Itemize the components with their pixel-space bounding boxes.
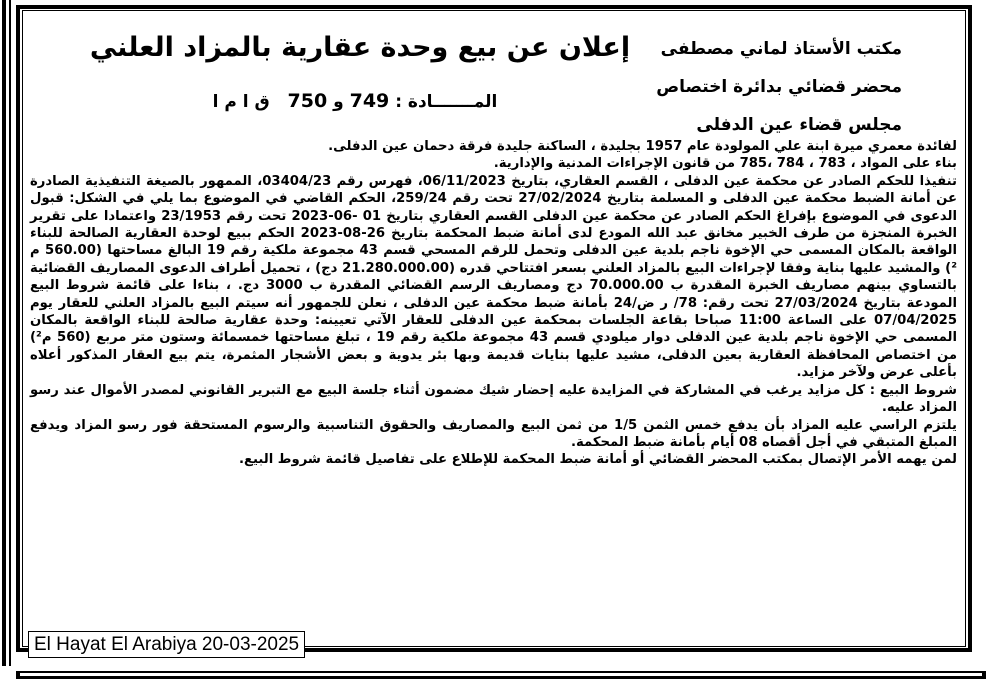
article-number: 750 xyxy=(287,90,328,112)
body-paragraph: يلتزم الراسي عليه المزاد بأن يدفع خمس الثمن 1/5 من ثمن البيع والمصاريف والحقوق التناسبية والرسوم المستحقة فور رسو المزاد ويدفع المبلغ المتبقي في أجل أقصاه 08 أيام بأمانة ضبط المحكمة. xyxy=(30,417,958,450)
bailiff-office-block xyxy=(622,30,902,144)
office-line: محضر قضائي بدائرة اختصاص xyxy=(656,77,902,97)
body-paragraph: لمن يهمه الأمر الإتصال بمكتب المحضر القضائي أو أمانة ضبط المحكمة للإطلاع على تفاصيل قائمة شروط البيع. xyxy=(238,452,957,468)
office-line: مكتب الأستاذ لماني مصطفى xyxy=(660,39,902,59)
articles-joiner: و xyxy=(333,92,344,112)
articles-label: المـــــــادة : xyxy=(395,92,498,112)
body-paragraph: لفائدة معمري ميرة ابنة علي المولودة عام 1957 بجليدة ، الساكنة جليدة فرقة دحمان عين الدفلى. xyxy=(328,139,957,154)
code-abbreviation: ق ا م ا xyxy=(212,92,270,112)
body-paragraph: بناء على المواد ، 783 ، 784 ،785 من قانون الإجراءات المدنية والإدارية. xyxy=(493,156,957,172)
bottom-border-gap xyxy=(20,673,982,676)
left-border-bar xyxy=(2,0,6,666)
source-label: El Hayat El Arabiya 20-03-2025 xyxy=(28,631,305,658)
office-line: مجلس قضاء عين الدفلى xyxy=(696,115,902,135)
body-paragraph: تنفيذا للحكم الصادر عن محكمة عين الدفلى ، القسم العقاري، بتاريخ 06/11/2023، فهرس رقم 03404/23، الممهور بالصيغة التنفيذية الصادرة عن أمانة الضبط محكمة عين الدفلى و المسلمة بتاريخ 27/02/2024 تحت رقم 259/24، الحكم القاضي في الموضوع بما يلي في الشكل: قبول الدعوى في الموضوع بإفراغ الحكم الصادر عن محكمة عين الدفلى القسم العقاري بتاريخ 01 -06-2023 تحت رقم 23/1953 واعتمادا على تقرير الخبرة المنجزة من طرف الخبير مخانق عبد الله المودع لدى أمانة ضبط المحكمة بتاريخ 26-08-2023 الحكم ببيع لوحدة العقارية الصالحة للبناء الواقعة بالمكان المسمى حي الإخوة ناجم بلدية عين الدفلى وتحمل للرقم المسحي قسم 43 مجموعة ملكية رقم 19 البالغ مساحتها (560.00 م ²) والمشيد عليها بناية وفقا لإجراءات البيع بالمزاد العلني بسعر افتتاحي قدره (21.280.000.00 دج) ، تحميل أطراف الدعوى المصاريف القضائية بالتساوي بينهم مصاريف الخبرة المقدرة ب 70.000.00 دج ومصاريف الرسم القضائي المقدرة ب 3000 دج. ، بناءا على قائمة شروط البيع المودعة بتاريخ 27/03/2024 تحت رقم: 78/ ر ض/24 بأمانة ضبط محكمة عين الدفلى ، نعلن للجمهور أنه سيتم البيع بالمزاد العلني للعقار يوم 07/04/2025 على الساعة 11:00 صباحا بقاعة الجلسات بمحكمة عين الدفلى للعقار الآتي تعيينه: وحدة عقارية صالحة للبناء الواقعة بالمكان المسمى حي الإخوة ناجم بلدية عين الدفلى دوار ميلودي قسم 43 مجموعة ملكية رقم 19 ، تبلغ مساحتها خمسمائة وستون متر مربع (560 م²) من اختصاص المحافظة العقارية بعين الدفلى، مشيد عليها بنايات قديمة وبها بئر يدوية و بعض الأشجار المثمرة، يتم بيع العقار المذكور أعلاه بأعلى عرض ولآخر مزايد. xyxy=(30,173,958,381)
articles-line xyxy=(175,90,535,112)
notice-title: إعلان عن بيع وحدة عقارية بالمزاد العلني xyxy=(89,32,631,63)
body-paragraph: شروط البيع : كل مزايد يرغب في المشاركة في المزايدة عليه إحضار شيك مضمون أثناء جلسة البيع مع التبرير القانوني لمصدر الأموال عند رسو المزاد عليه. xyxy=(30,382,957,416)
left-border-bar-thin xyxy=(9,0,11,666)
article-number: 749 xyxy=(349,90,390,112)
notice-body xyxy=(30,138,957,469)
